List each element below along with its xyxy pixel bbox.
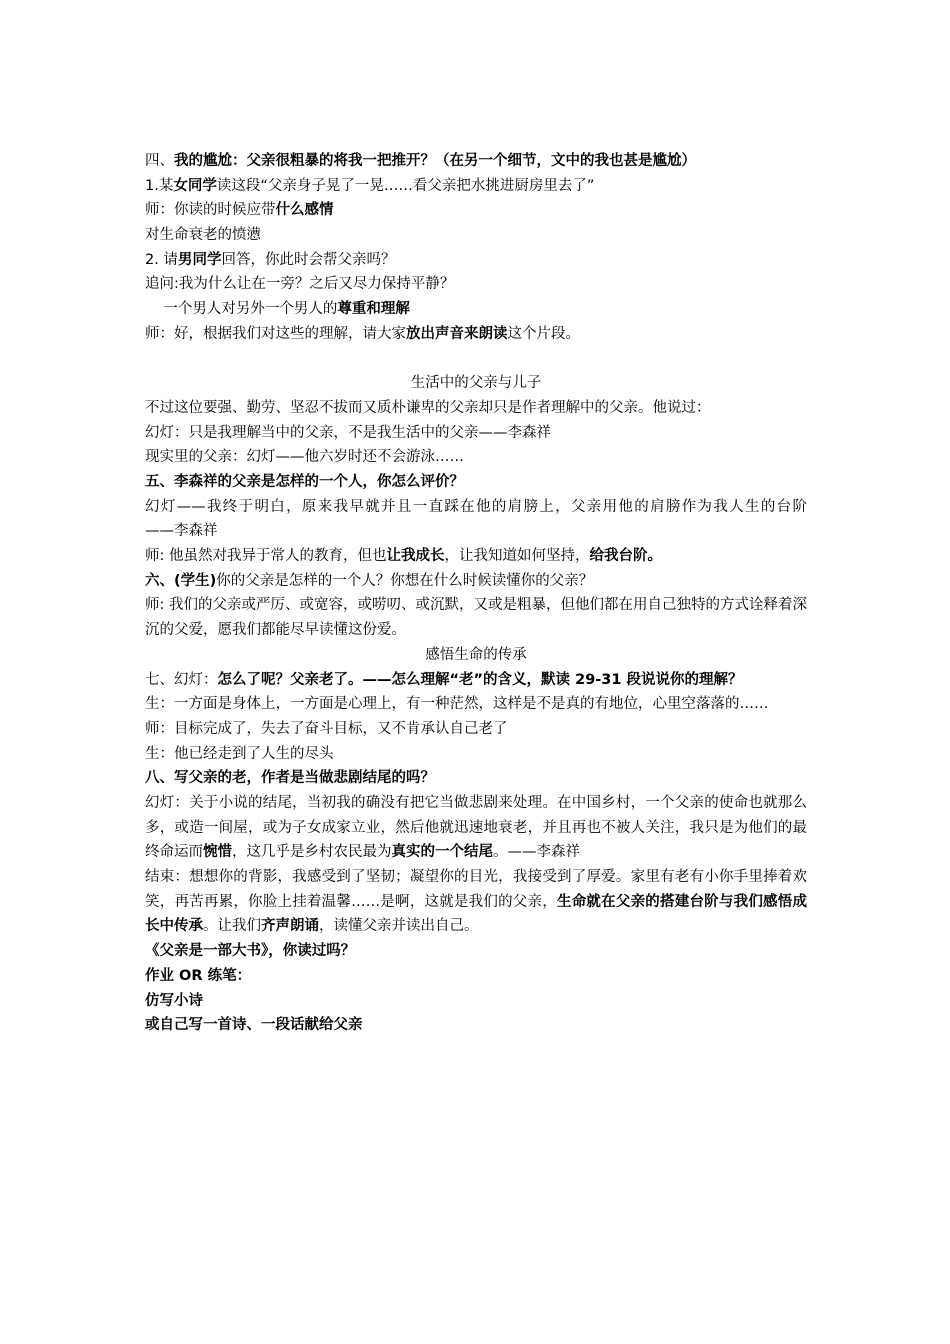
text-line: 师：好，根据我们对这些的理解，请大家放出声音来朗读这个片段。 <box>145 325 580 342</box>
text-line: 一个男人对另外一个男人的尊重和理解 <box>145 301 410 318</box>
text-paragraph: 幻灯：关于小说的结尾，当初我的确没有把它当做悲剧来处理。在中国乡村，一个父亲的使命也就那么多，或造一间屋，或为子女成家立业，然后他就迅速地衰老，并且再也不被人关注，我只是为他们的最终命运而惋惜，这几乎是乡村农民最为真实的一个结尾。——李森祥 <box>145 794 807 861</box>
document-page <box>145 149 851 1038</box>
text-line: 追问:我为什么让在一旁？之后又尽力保持平静？ <box>145 276 455 293</box>
text-line: 《父亲是一部大书》，你读过吗？ <box>145 943 356 960</box>
section-four-heading: 四、我的尴尬：父亲很粗暴的将我一把推开？（在另一个细节，文中的我也甚是尴尬） <box>145 153 696 169</box>
section-eight-heading: 八、写父亲的老，作者是当做悲剧结尾的吗？ <box>145 770 435 787</box>
text-line: 师：目标完成了，失去了奋斗目标，又不肯承认自己老了 <box>145 720 508 737</box>
text-line: 作业 OR 练笔： <box>145 967 252 984</box>
section-title: 生活中的父亲与儿子 <box>410 375 542 392</box>
section-seven-heading: 七、幻灯：怎么了呢？父亲老了。——怎么理解“老”的含义，默读 29-31 段说说你的理解？ <box>145 671 743 688</box>
text-line: 幻灯：只是我理解当中的父亲，不是我生活中的父亲——李森祥 <box>145 424 551 441</box>
text-line: 2. 请男同学回答，你此时会帮父亲吗？ <box>145 251 396 268</box>
section-title: 感悟生命的传承 <box>425 646 527 663</box>
text-line: 生：他已经走到了人生的尽头 <box>145 745 334 762</box>
section-five-heading: 五、李森祥的父亲是怎样的一个人，你怎么评价？ <box>145 473 464 490</box>
section-six-heading: 六、(学生)你的父亲是怎样的一个人？你想在什么时候读懂你的父亲？ <box>145 572 594 589</box>
text-line: 1.某女同学读这段“父亲身子晃了一晃……看父亲把水挑进厨房里去了” <box>145 177 595 194</box>
text-line: 对生命衰老的愤懑 <box>145 227 261 244</box>
text-line: 现实里的父亲：幻灯——他六岁时还不会游泳…… <box>145 449 464 466</box>
text-paragraph: 结束：想想你的背影，我感受到了坚韧；凝望你的目光，我接受到了厚爱。家里有老有小你手里捧着欢笑，再苦再累，你脸上挂着温馨……是啊，这就是我们的父亲，生命就在父亲的搭建台阶与我们感悟成长中传承。让我们齐声朗诵，读懂父亲并读出自己。 <box>145 869 808 935</box>
text-line: 仿写小诗 <box>145 992 203 1009</box>
text-paragraph: 师: 我们的父亲或严厉、或宽容，或唠叨、或沉默，又或是粗暴，但他们都在用自己独特的方式诠释着深沉的父爱，愿我们都能尽早读懂这份爱。 <box>145 597 807 639</box>
text-line: 师：你读的时候应带什么感情 <box>145 202 334 219</box>
blank-line <box>145 347 807 372</box>
text-paragraph: 生：一方面是身体上，一方面是心理上，有一种茫然，这样是不是真的有地位，心里空落落的…… <box>145 696 769 713</box>
text-line: 或自己写一首诗、一段话献给父亲 <box>145 1017 363 1034</box>
text-paragraph: 幻灯——我终于明白，原来我早就并且一直踩在他的肩膀上，父亲用他的肩膀作为我人生的台阶 ——李森祥 <box>145 498 851 540</box>
text-line: 师: 他虽然对我异于常人的教育，但也让我成长，让我知道如何坚持，给我台阶。 <box>145 548 662 565</box>
text-line: 不过这位要强、勤劳、坚忍不拔而又质朴谦卑的父亲却只是作者理解中的父亲。他说过： <box>145 399 711 416</box>
